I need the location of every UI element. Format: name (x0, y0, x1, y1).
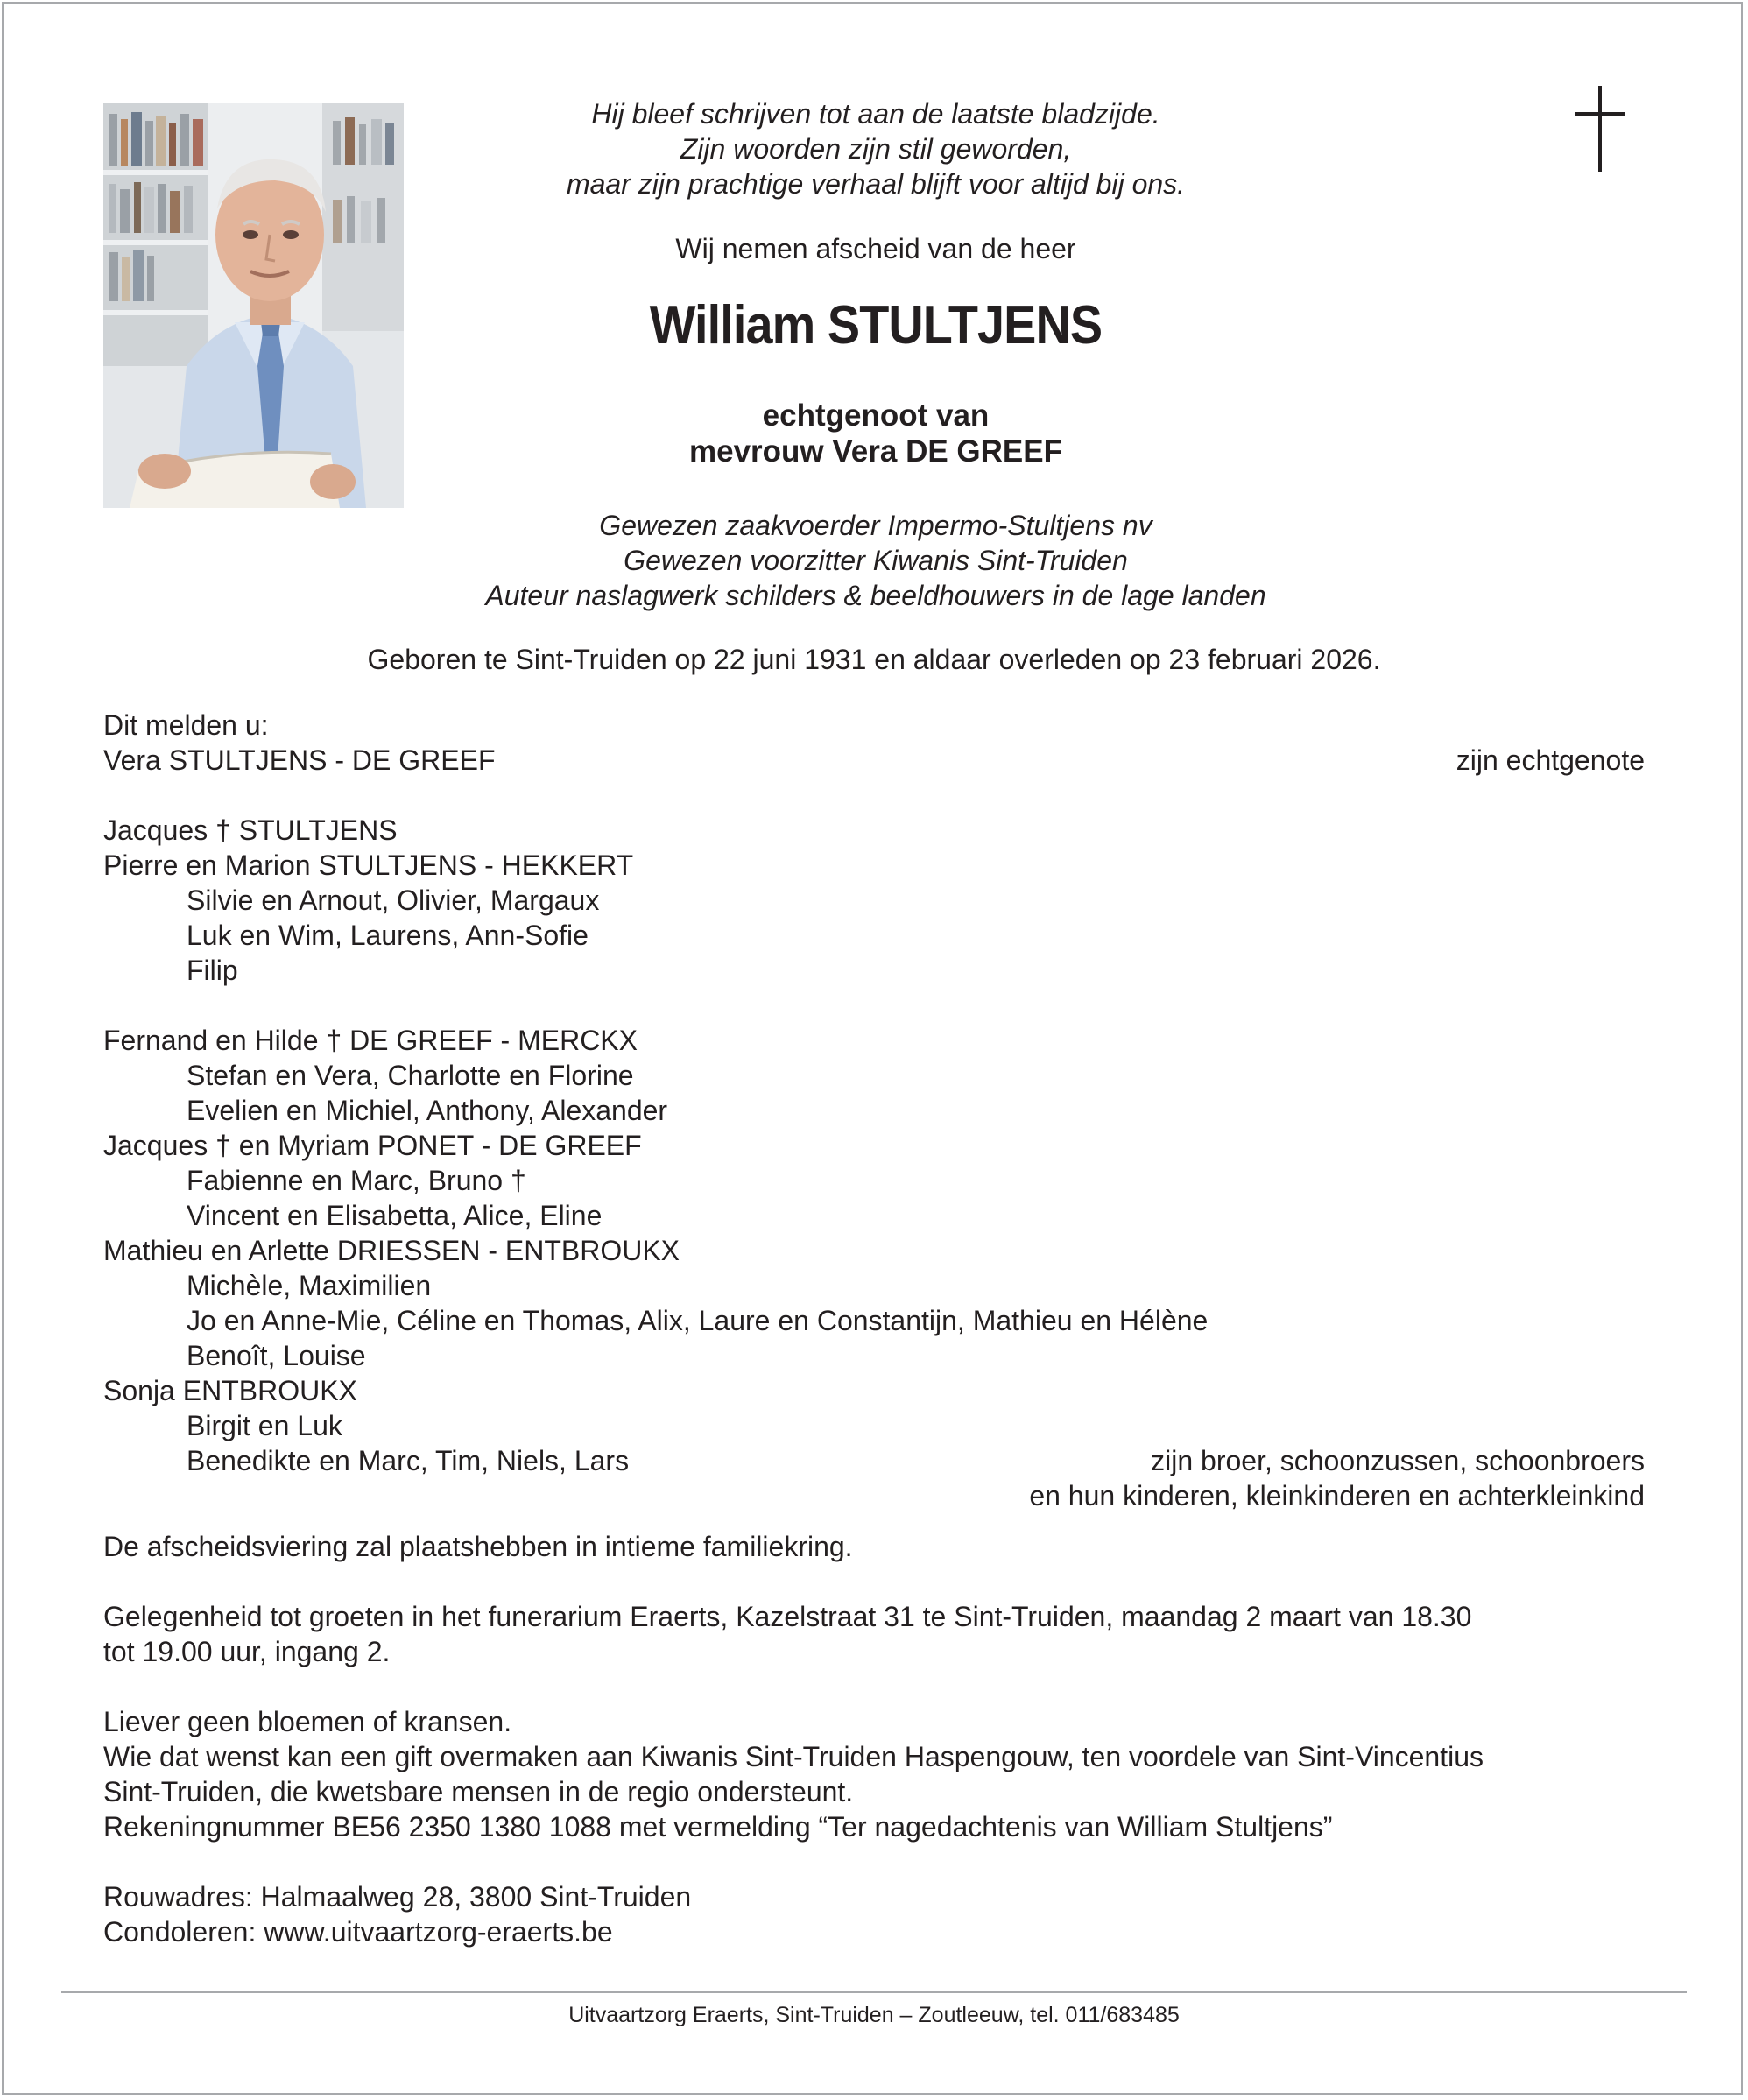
titles-block (385, 508, 1366, 613)
spouse-line: echtgenoot van (762, 398, 990, 433)
info-paragraph (103, 1529, 1645, 1564)
family-row (103, 1058, 1646, 1093)
family-member: Birgit en Luk (187, 1410, 342, 1441)
family-relation: en hun kinderen, kleinkinderen en achterkleinkind (1029, 1480, 1645, 1512)
family-row (103, 1163, 1646, 1198)
family-heading-text: Dit melden u: (103, 709, 269, 741)
family-row (103, 1093, 1646, 1128)
info-line: Gelegenheid tot groeten in het funerarium Eraerts, Kazelstraat 31 te Sint-Truiden, maandag 2 maart van 18.30 (103, 1601, 1472, 1632)
spouse-name: mevrouw Vera DE GREEF (689, 434, 1062, 469)
family-member: Filip (187, 955, 238, 986)
info-line: De afscheidsviering zal plaatshebben in intieme familiekring. (103, 1531, 853, 1562)
intro-text: Wij nemen afscheid van de heer (675, 233, 1076, 264)
family-row (103, 1443, 1646, 1478)
family-member: Mathieu en Arlette DRIESSEN - ENTBROUKX (103, 1235, 680, 1266)
family-member: Jacques † STULTJENS (103, 814, 398, 846)
family-gap (103, 778, 1646, 813)
info-line: Rouwadres: Halmaalweg 28, 3800 Sint-Truiden (103, 1881, 692, 1913)
info-line: Wie dat wenst kan een gift overmaken aan Kiwanis Sint-Truiden Haspengouw, ten voordele van Sint-Vincentius (103, 1741, 1484, 1772)
family-member: Evelien en Michiel, Anthony, Alexander (187, 1095, 668, 1126)
family-member: Jacques † en Myriam PONET - DE GREEF (103, 1130, 642, 1161)
family-row (103, 1128, 1646, 1163)
cross-icon (1575, 86, 1625, 172)
info-line: tot 19.00 uur, ingang 2. (103, 1636, 391, 1667)
family-row (103, 813, 1646, 848)
poem-line: maar zijn prachtige verhaal blijft voor altijd bij ons. (566, 168, 1186, 200)
info-paragraph (103, 1599, 1645, 1669)
family-member: Michèle, Maximilien (187, 1270, 432, 1301)
family-member: Stefan en Vera, Charlotte en Florine (187, 1060, 634, 1091)
family-member: Sonja ENTBROUKX (103, 1375, 357, 1406)
poem-line: Hij bleef schrijven tot aan de laatste bladzijde. (591, 98, 1160, 130)
deceased-name: William STULTJENS (649, 295, 1103, 356)
family-member: Jo en Anne-Mie, Céline en Thomas, Alix, Laure en Constantijn, Mathieu en Hélène (187, 1305, 1209, 1336)
family-member: Luk en Wim, Laurens, Ann-Sofie (187, 920, 589, 951)
family-row (103, 1268, 1646, 1303)
poem (385, 96, 1366, 201)
family-relation: zijn broer, schoonzussen, schoonbroers (1151, 1445, 1645, 1476)
family-member: Fernand en Hilde † DE GREEF - MERCKX (103, 1025, 638, 1056)
title-line: Gewezen zaakvoerder Impermo-Stultjens nv (599, 510, 1152, 541)
family-row (103, 1023, 1646, 1058)
info-paragraph (103, 1704, 1645, 1844)
family-row (103, 1408, 1646, 1443)
family-relation: zijn echtgenote (1455, 744, 1645, 776)
family-member: Fabienne en Marc, Bruno † (187, 1165, 526, 1196)
info-line: Rekeningnummer BE56 2350 1380 1088 met vermelding “Ter nagedachtenis van William Stultjens” (103, 1811, 1333, 1843)
family-row (103, 1478, 1646, 1513)
family-row (103, 1198, 1646, 1233)
family-rows (103, 743, 1646, 1513)
family-row (103, 953, 1646, 988)
family-row (103, 1233, 1646, 1268)
title-line: Gewezen voorzitter Kiwanis Sint-Truiden (624, 545, 1128, 576)
family-row (103, 848, 1646, 883)
family-row (103, 883, 1646, 918)
family-member: Vera STULTJENS - DE GREEF (103, 744, 496, 776)
family-member: Pierre en Marion STULTJENS - HEKKERT (103, 849, 634, 881)
family-row (103, 1338, 1646, 1373)
family-member: Silvie en Arnout, Olivier, Margaux (187, 884, 600, 916)
portrait-photo (103, 103, 404, 508)
family-row (103, 1373, 1646, 1408)
family-row (103, 918, 1646, 953)
family-heading (103, 708, 1646, 743)
family-list (103, 708, 1646, 1513)
poem-line: Zijn woorden zijn stil geworden, (680, 133, 1072, 165)
footer-divider (61, 1991, 1687, 1993)
footer-text: Uitvaartzorg Eraerts, Sint-Truiden – Zoutleeuw, tel. 011/683485 (568, 2003, 1180, 2027)
family-member: Benedikte en Marc, Tim, Niels, Lars (187, 1445, 630, 1476)
family-member: Vincent en Elisabetta, Alice, Eline (187, 1200, 603, 1231)
family-row (103, 1303, 1646, 1338)
info-block (103, 1529, 1645, 1984)
info-line: Sint-Truiden, die kwetsbare mensen in de regio ondersteunt. (103, 1776, 854, 1808)
family-member: Benoît, Louise (187, 1340, 366, 1371)
spouse-block (385, 398, 1366, 469)
birth-death-line: Geboren te Sint-Truiden op 22 juni 1931 en aldaar overleden op 23 februari 2026. (367, 644, 1381, 675)
info-paragraph (103, 1879, 1645, 1949)
family-row (103, 743, 1646, 778)
info-line: Condoleren: www.uitvaartzorg-eraerts.be (103, 1916, 613, 1948)
family-gap (103, 988, 1646, 1023)
title-line: Auteur naslagwerk schilders & beeldhouwers in de lage landen (485, 580, 1266, 611)
info-line: Liever geen bloemen of kransen. (103, 1706, 512, 1737)
